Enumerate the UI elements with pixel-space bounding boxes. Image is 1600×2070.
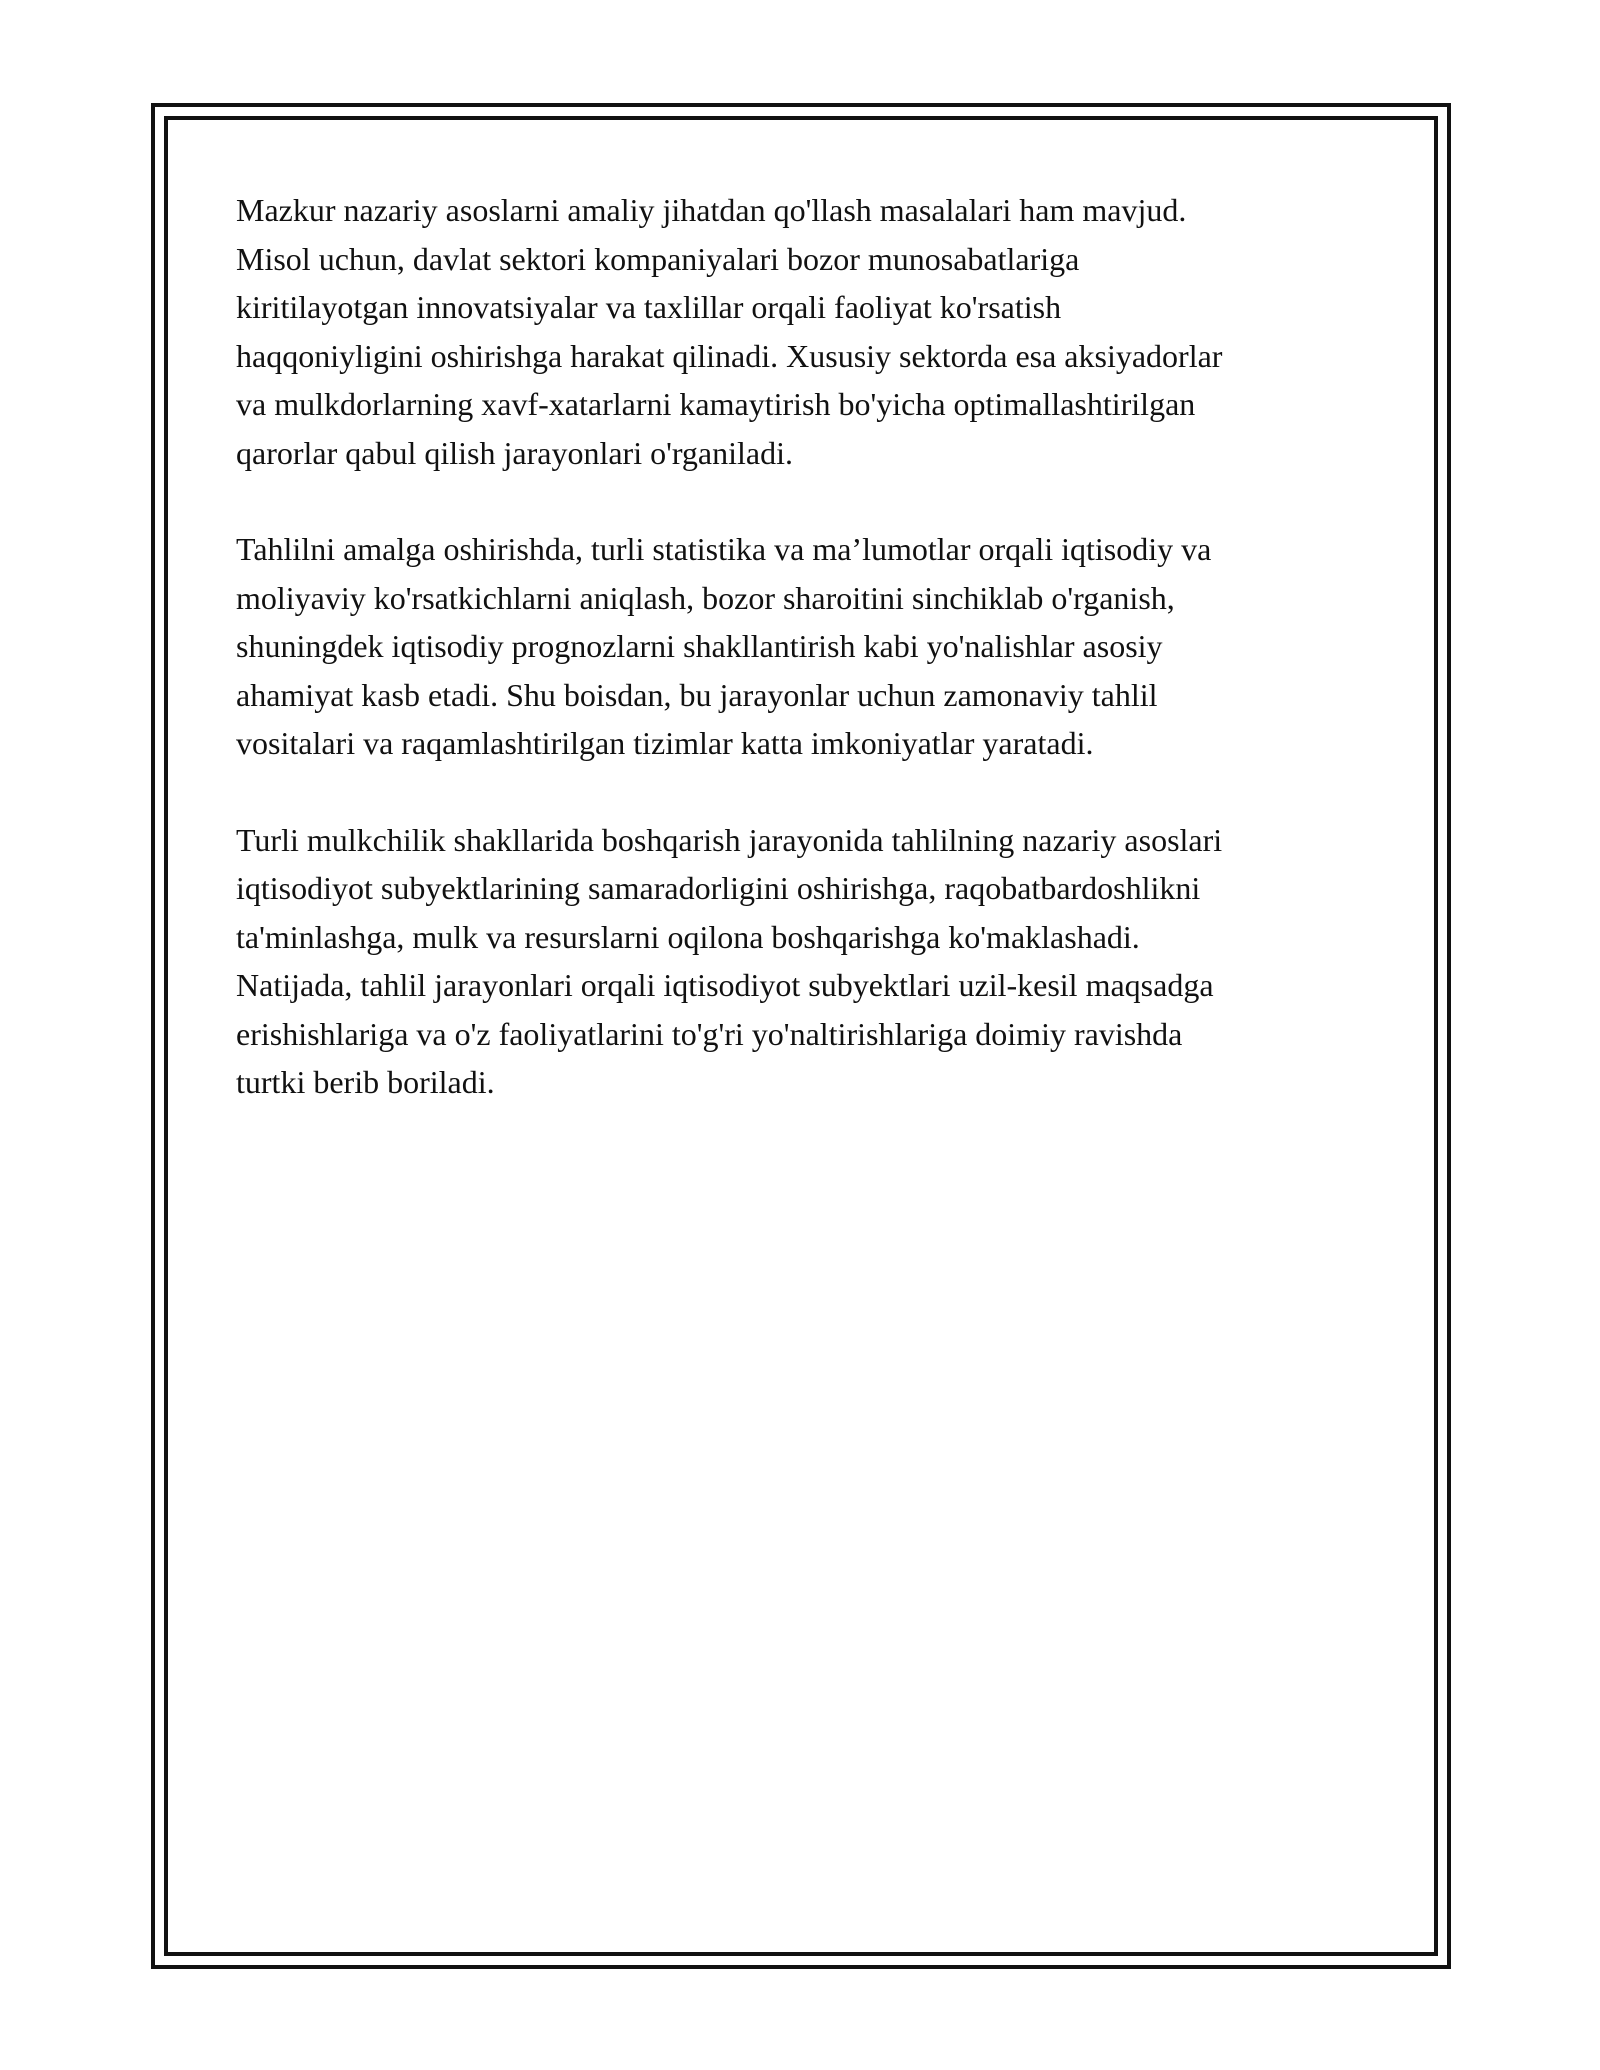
paragraph-1: Mazkur nazariy asoslarni amaliy jihatdan qo'llash masalalari ham mavjud. Misol uchun, davlat sektori kompaniyalari bozor munosabatlariga kiritilayotgan innovatsiyalar va taxlillar orqali faoliyat ko'rsatish haqqoniyligini oshirishga harakat qilinadi. Xususiy sektorda esa aksiyadorlar va mulkdorlarning xavf-xatarlarni kamaytirish bo'yicha optimallashtirilgan qarorlar qabul qilish jarayonlari o'rganiladi. — [236, 192, 1223, 471]
paragraph-3: Turli mulkchilik shakllarida boshqarish jarayonida tahlilning nazariy asoslari iqtisodiyot subyektlarining samaradorligini oshirishga, raqobatbardoshlikni ta'minlashga, mulk va resurslarni oqilona boshqarishga ko'maklashadi. Natijada, tahlil jarayonlari orqali iqtisodiyot subyektlari uzil-kesil maqsadga erishishlariga va o'z faoliyatlarini to'g'ri yo'naltirishlariga doimiy ravishda turtki berib boriladi. — [236, 821, 1223, 1100]
page-body — [236, 186, 1396, 1155]
paragraph-2: Tahlilni amalga oshirishda, turli statistika va ma’lumotlar orqali iqtisodiy va moliyaviy ko'rsatkichlarni aniqlash, bozor sharoitini sinchiklab o'rganish, shuningdek iqtisodiy prognozlarni shakllantirish kabi yo'nalishlar asosiy ahamiyat kasb etadi. Shu boisdan, bu jarayonlar uchun zamonaviy tahlil vositalari va raqamlashtirilgan tizimlar katta imkoniyatlar yaratadi. — [236, 531, 1212, 761]
